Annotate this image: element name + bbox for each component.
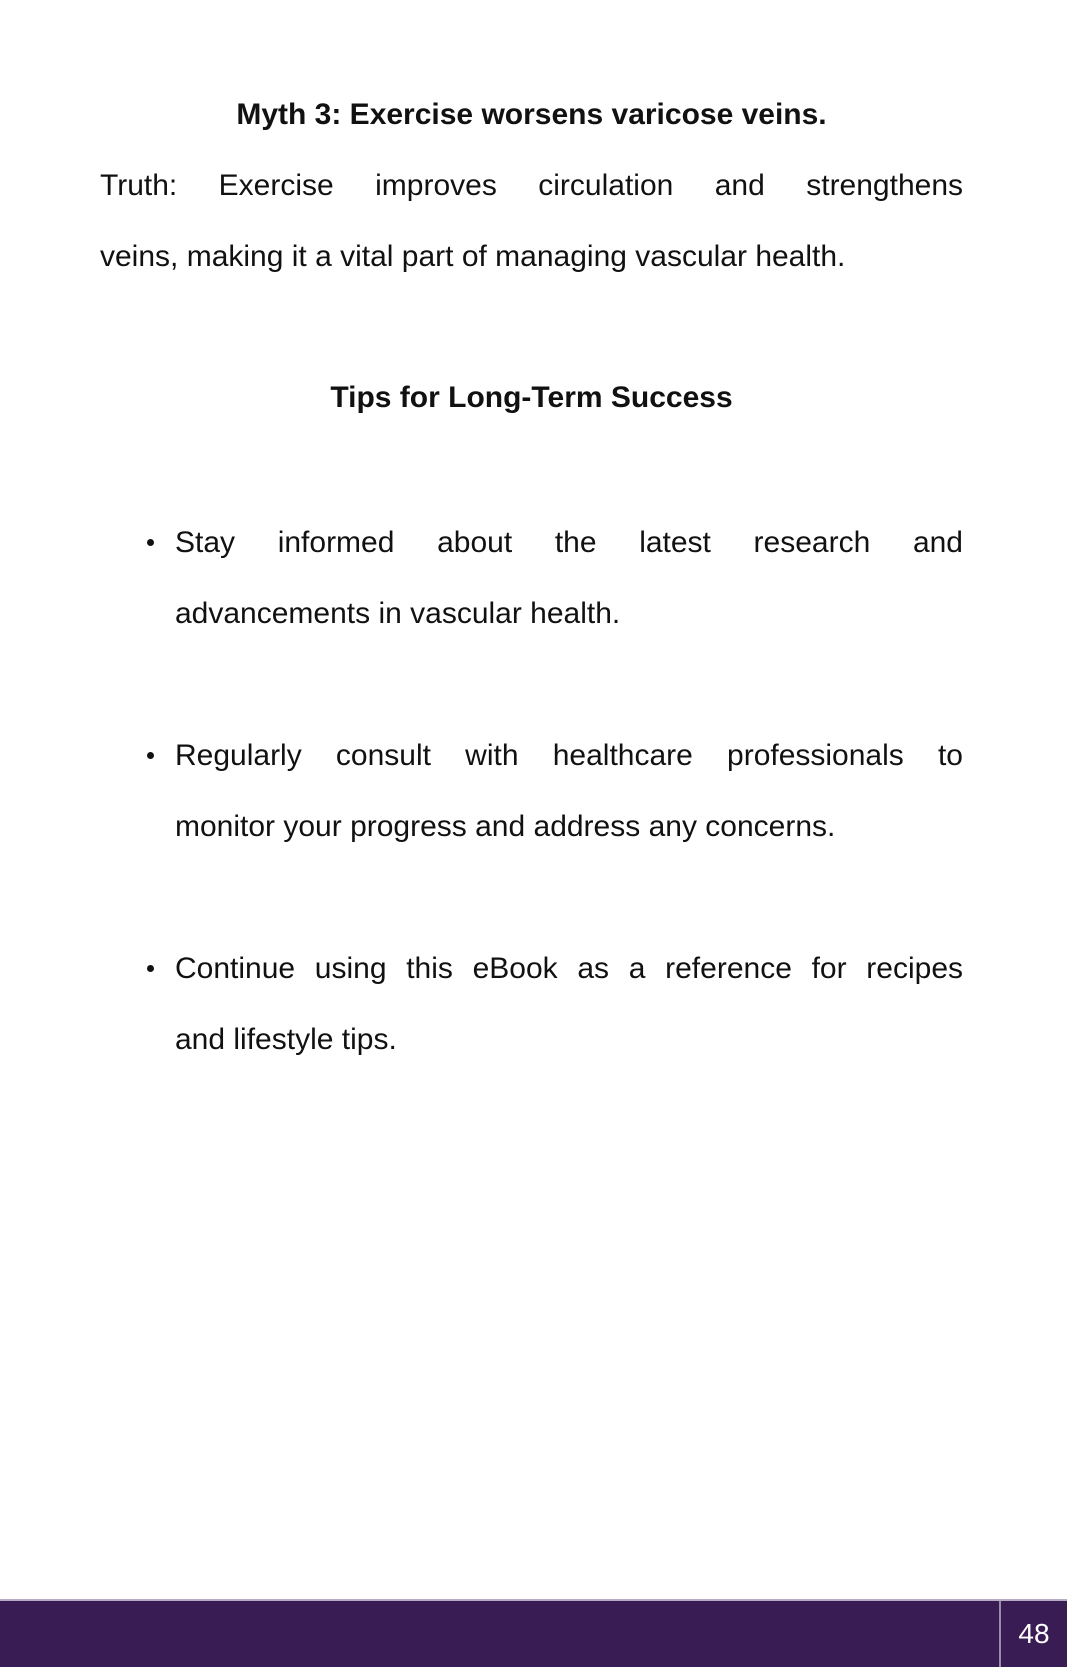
bullet-dot xyxy=(147,965,154,972)
bullet-dot xyxy=(147,752,154,759)
bullet-line: monitor your progress and address any concerns. xyxy=(175,810,836,843)
footer-bar xyxy=(0,1599,1067,1667)
list-item xyxy=(100,507,963,649)
bullet-line: Stay informed about the latest research and xyxy=(175,526,963,559)
bullet-dot xyxy=(147,539,154,546)
bullet-line: advancements in vascular health. xyxy=(175,597,621,630)
paragraph-line: Truth: Exercise improves circulation and strengthens xyxy=(100,169,963,202)
paragraph-line: veins, making it a vital part of managing vascular health. xyxy=(100,240,846,273)
tips-list xyxy=(100,507,963,1075)
tips-heading: Tips for Long-Term Success xyxy=(330,381,733,414)
list-item xyxy=(100,933,963,1075)
truth-paragraph xyxy=(100,150,963,292)
bullet-line: Regularly consult with healthcare professionals to xyxy=(175,739,963,772)
list-item xyxy=(100,720,963,862)
myth-heading: Myth 3: Exercise worsens varicose veins. xyxy=(236,98,827,131)
page-number: 48 xyxy=(1018,1618,1050,1649)
bullet-line: and lifestyle tips. xyxy=(175,1023,397,1056)
bullet-line: Continue using this eBook as a reference for recipes xyxy=(175,952,963,985)
